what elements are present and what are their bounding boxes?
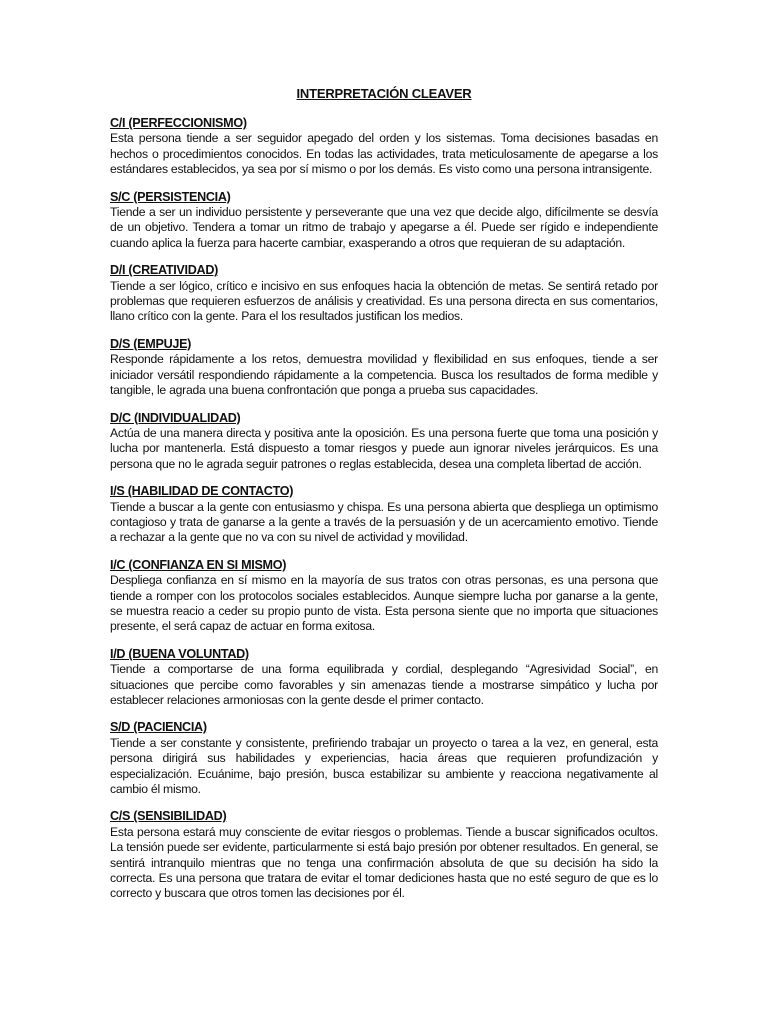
section-body: Responde rápidamente a los retos, demuestra movilidad y flexibilidad en sus enfoques, tiende a ser iniciador versátil respondiendo rápidamente a la competencia. Busca los resultados de forma medible y tangible, le agrada una buena confrontación que ponga a prueba sus capacidades. bbox=[110, 352, 658, 398]
section-body: Despliega confianza en sí mismo en la mayoría de sus tratos con otras personas, es una persona que tiende a romper con los protocolos sociales establecidos. Aunque siempre lucha por ganarse a la gente, se muestra reacio a ceder su propio punto de vista. Esta persona siente que no importa que situaciones presente, el será capaz de actuar en forma exitosa. bbox=[110, 573, 658, 634]
section-confianza-en-si-mismo bbox=[110, 558, 658, 635]
section-individualidad bbox=[110, 411, 658, 473]
section-heading: D/I (CREATIVIDAD) bbox=[110, 263, 219, 278]
section-perfeccionismo bbox=[110, 116, 658, 178]
section-sensibilidad bbox=[110, 809, 658, 901]
section-heading: I/C (CONFIANZA EN SI MISMO) bbox=[110, 557, 287, 572]
section-paciencia bbox=[110, 720, 658, 797]
section-heading: S/C (PERSISTENCIA) bbox=[110, 189, 231, 204]
document-title: INTERPRETACIÓN CLEAVER bbox=[296, 86, 472, 101]
section-body: Tiende a comportarse de una forma equilibrada y cordial, desplegando “Agresividad Social”, en situaciones que percibe como favorables y sin amenazas tiende a mostrarse simpático y lucha por establecer relaciones armoniosas con la gente desde el primer contacto. bbox=[110, 662, 658, 707]
section-heading: I/D (BUENA VOLUNTAD) bbox=[110, 646, 249, 661]
section-empuje bbox=[110, 337, 658, 399]
section-heading: I/S (HABILIDAD DE CONTACTO) bbox=[110, 484, 294, 499]
section-body: Tiende a ser constante y consistente, prefiriendo trabajar un proyecto o tarea a la vez, en general, esta persona dirigirá sus habilidades y experiencias, hacia áreas que requieren profundización y especialización. Ecuánime, bajo presión, busca estabilizar su ambiente y reacciona negativamente al cambio él mismo. bbox=[110, 735, 658, 797]
section-heading: D/C (INDIVIDUALIDAD) bbox=[110, 410, 241, 425]
section-habilidad-de-contacto bbox=[110, 484, 658, 546]
document-page bbox=[110, 86, 658, 914]
section-body: Esta persona estará muy consciente de evitar riesgos o problemas. Tiende a buscar significados ocultos. La tensión puede ser evidente, particularmente si está bajo presión por obtener resultados. En general, se sentirá intranquilo mientras que no tenga una confirmación absoluta de que su decisión ha sido la correcta. Es una persona que tratara de evitar el tomar dediciones hasta que no esté seguro de que es lo correcto y buscara que otros tomen las decisiones por él. bbox=[110, 824, 658, 901]
section-heading: C/S (SENSIBILIDAD) bbox=[110, 809, 227, 824]
section-heading: D/S (EMPUJE) bbox=[110, 336, 192, 351]
section-body: Tiende a ser lógico, crítico e incisivo en sus enfoques hacia la obtención de metas. Se sentirá retado por problemas que requieren esfuerzos de análisis y creatividad. Es una persona directa en sus comentarios, llano crítico con la gente. Para el los resultados justifican los medios. bbox=[110, 278, 658, 324]
section-body: Tiende a buscar a la gente con entusiasmo y chispa. Es una persona abierta que despliega un optimismo contagioso y trata de ganarse a la gente a través de la persuasión y de un acercamiento emotivo. Tiende a rechazar a la gente que no va con su nivel de actividad y movilidad. bbox=[110, 499, 658, 545]
section-heading: C/I (PERFECCIONISMO) bbox=[110, 116, 247, 130]
section-creatividad bbox=[110, 263, 658, 325]
section-buena-voluntad bbox=[110, 647, 658, 709]
section-persistencia bbox=[110, 190, 658, 252]
section-body: Esta persona tiende a ser seguidor apegado del orden y los sistemas. Toma decisiones basadas en hechos o procedimientos conocidos. En todas las actividades, trata meticulosamente de apegarse a los estándares establecidos, ya sea por sí mismo o por los demás. Es visto como una persona intransigente. bbox=[110, 131, 658, 177]
section-heading: S/D (PACIENCIA) bbox=[110, 720, 207, 735]
section-body: Actúa de una manera directa y positiva ante la oposición. Es una persona fuerte que toma una posición y lucha por mantenerla. Está dispuesto a tomar riesgos y puede aun ignorar niveles jerárquicos. Es una persona que no le agrada seguir patrones o reglas establecida, desea una completa libertad de acción. bbox=[110, 425, 658, 471]
section-body: Tiende a ser un individuo persistente y perseverante que una vez que decide algo, difícilmente se desvía de un objetivo. Tendera a tomar un ritmo de trabajo y apegarse a él. Puede ser rígido e independiente cuando aplica la fuerza para hacerte cambiar, exasperando a otros que requieran de su adaptación. bbox=[110, 205, 658, 250]
